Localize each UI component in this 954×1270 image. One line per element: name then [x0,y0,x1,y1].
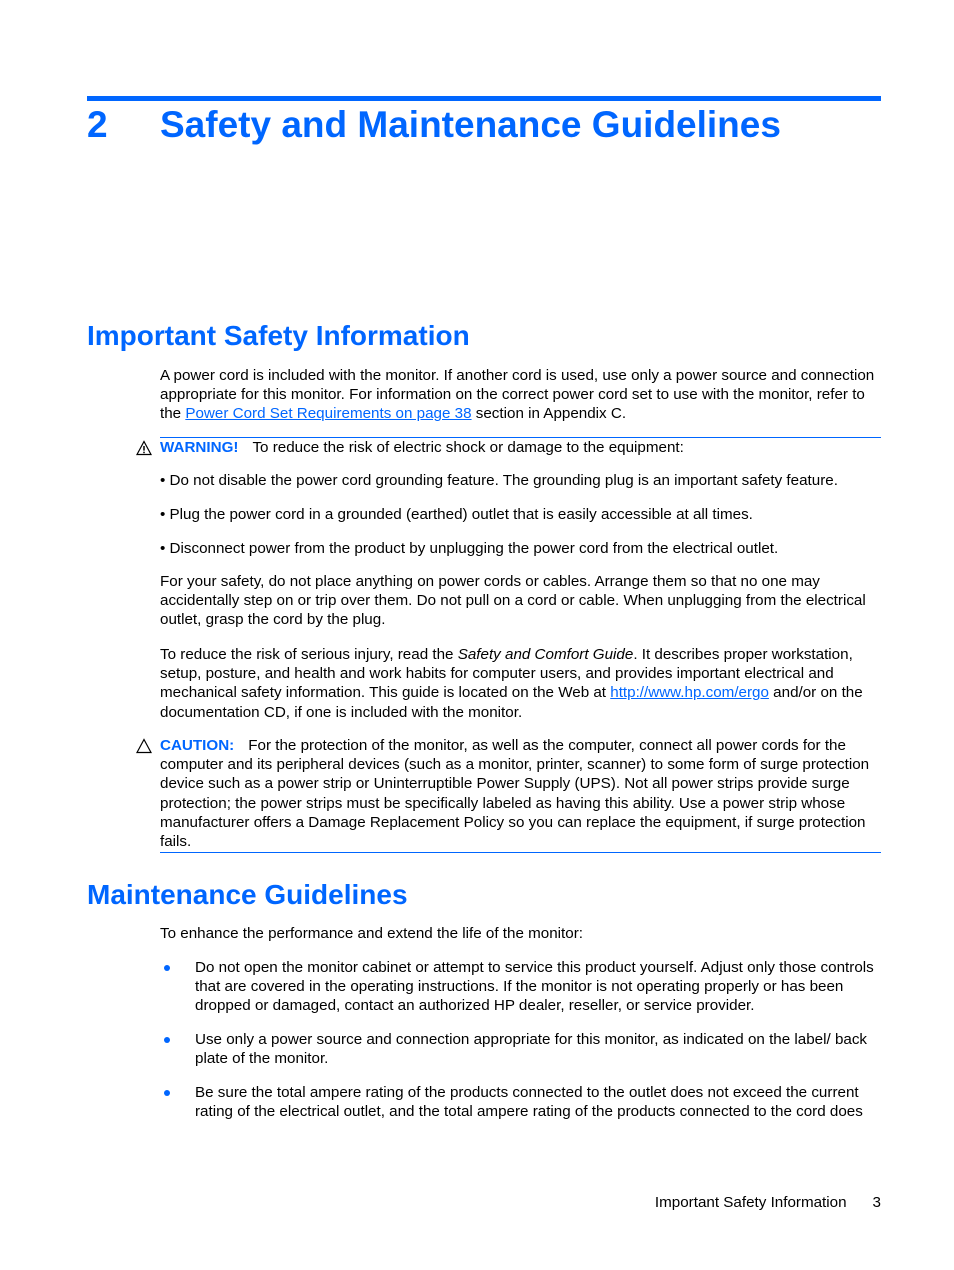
safety-intro-text-end: section in Appendix C. [471,405,627,423]
warning-note [160,438,884,457]
caution-note [160,736,884,851]
warning-paragraph: For your safety, do not place anything on power cords or cables. Arrange them so that no one may accidentally step on or trip over them. Do not pull on a cord or cable. When unplugging from the electrical outlet, grasp the cord by the plug. [160,573,866,629]
power-cord-requirements-link[interactable]: Power Cord Set Requirements on page 38 [185,405,472,423]
guide-title: Safety and Comfort Guide [457,646,634,663]
warning-label: WARNING! [160,439,239,456]
safety-intro [160,366,884,424]
caution-text: For the protection of the monitor, as well as the computer, connect all power cords for the computer and its peripheral devices (such as a monitor, printer, scanner) to some form of surge protection device such as a power strip or Uninterruptible Power Supply (UPS). Not all power strips provide surge protection; the power strips must be specifically labeled as having this ability. Use a power strip whose manufacturer offers a Damage Replacement Policy so you can replace the equipment, if surge protection fails. [160,737,870,851]
hp-ergo-link[interactable]: http://www.hp.com/ergo [610,684,769,702]
bullet-dot-icon [164,1090,170,1096]
caution-bottom-rule [160,852,881,853]
warning-paragraph-guide [160,645,884,722]
maintenance-bullet: Use only a power source and connection appropriate for this monitor, as indicated on the label/ back plate of the monitor. [195,1031,868,1068]
guide-text-end: and/or on the documentation CD, if one is included with the monitor. [160,684,863,721]
warning-text: To reduce the risk of electric shock or damage to the equipment: [252,439,684,456]
caution-label: CAUTION: [160,737,235,754]
safety-intro-text: A power cord is included with the monitor. If another cord is used, use only a power source and connection appropriate for this monitor. For information on the correct power cord set to use with the monitor, refer to the [160,367,875,423]
footer-section-title: Important Safety Information [654,1194,847,1211]
maintenance-bullet: Do not open the monitor cabinet or attempt to service this product yourself. Adjust only those controls that are covered in the operating instructions. If the monitor is not operating properly or has been dropped or damaged, contact an authorized HP dealer, reseller, or service provider. [195,959,874,1015]
chapter-title-text: Safety and Maintenance Guidelines [160,104,781,145]
page-footer [540,1193,881,1212]
maintenance-intro: To enhance the performance and extend the life of the monitor: [160,925,583,942]
maintenance-bullet: Be sure the total ampere rating of the products connected to the outlet does not exceed the current rating of the electrical outlet, and the total ampere rating of the products connected to the cord does [195,1084,863,1121]
chapter-title [87,101,781,149]
chapter-number: 2 [87,104,108,145]
warning-item: • Plug the power cord in a grounded (earthed) outlet that is easily accessible at all times. [160,506,753,523]
caution-triangle-icon [136,738,152,754]
bullet-dot-icon [164,1037,170,1043]
bullet-dot-icon [164,965,170,971]
warning-item: • Do not disable the power cord grounding feature. The grounding plug is an important safety feature. [160,472,838,489]
guide-text: To reduce the risk of serious injury, read the [160,646,458,663]
safety-heading: Important Safety Information [87,320,470,351]
warning-item: • Disconnect power from the product by unplugging the power cord from the electrical outlet. [160,540,779,557]
page-number: 3 [872,1194,881,1211]
warning-triangle-icon [136,440,152,456]
guide-text: . It describes proper workstation, setup, posture, and health and work habits for computer users, and provides important electrical and mechanical safety information. This guide is located on the Web at [160,646,853,702]
maintenance-heading: Maintenance Guidelines [87,879,408,910]
